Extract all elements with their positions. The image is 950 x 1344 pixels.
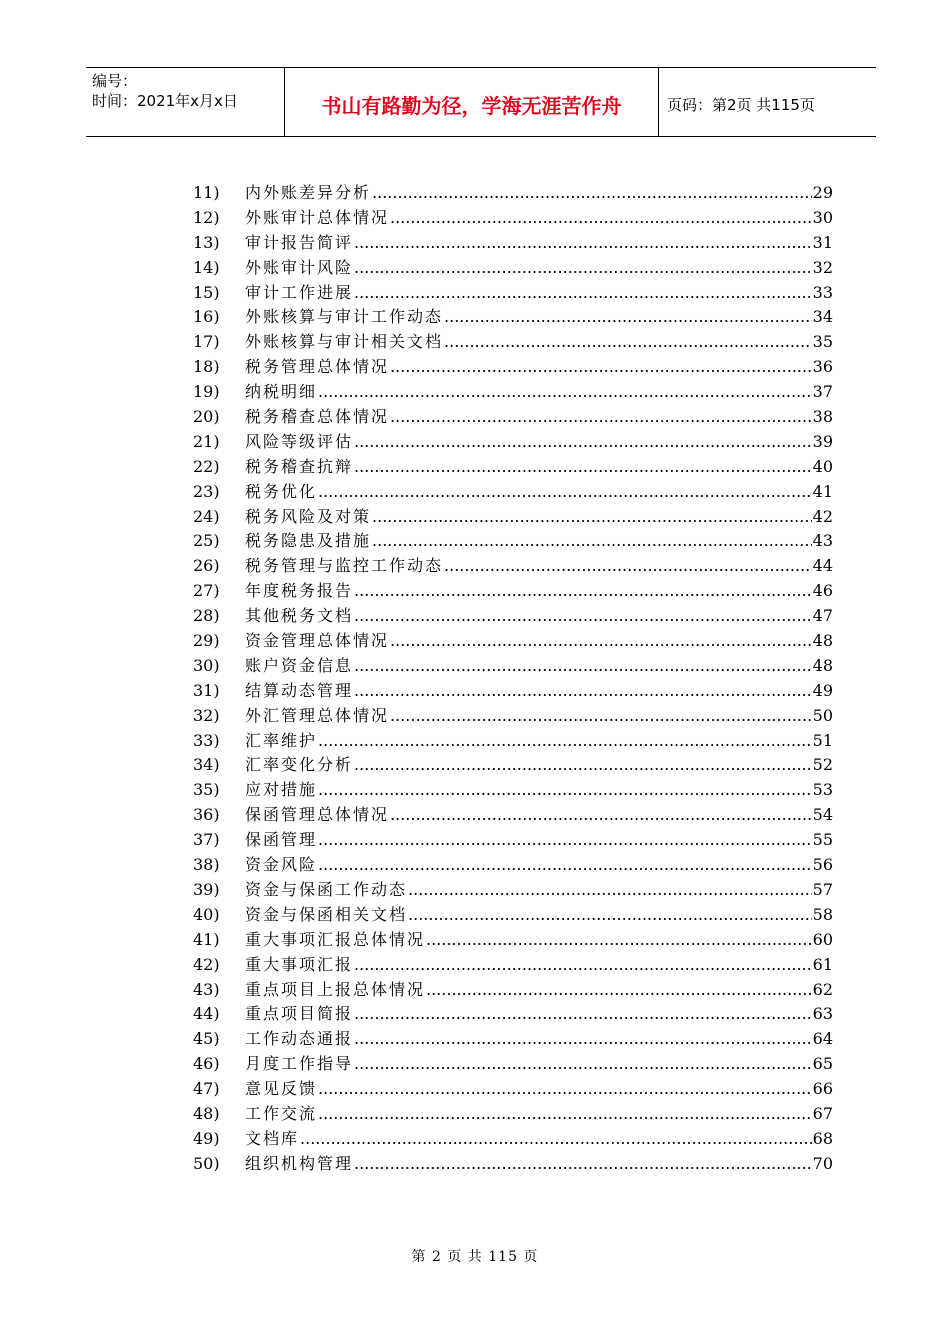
table-of-contents (193, 180, 833, 1176)
toc-entry[interactable] (193, 255, 833, 280)
toc-entry-page: 44 (812, 556, 833, 576)
toc-entry-number: 46) (193, 1054, 220, 1074)
toc-entry-number: 26) (193, 556, 220, 576)
toc-entry[interactable] (193, 777, 833, 802)
toc-entry-title: 重点项目简报 (245, 1004, 354, 1024)
toc-entry[interactable] (193, 927, 833, 952)
toc-entry[interactable] (193, 653, 833, 678)
toc-entry-number: 32) (193, 705, 220, 725)
toc-entry-page: 49 (812, 680, 833, 700)
toc-dot-leader (354, 457, 812, 476)
toc-entry[interactable] (193, 504, 833, 529)
toc-entry-title: 内外账差异分析 (245, 183, 372, 202)
header-page-info: 页码：第2页 共115页 (667, 95, 815, 114)
toc-entry-number: 34) (193, 755, 220, 775)
toc-dot-leader (408, 880, 812, 899)
toc-entry-title: 组织机构管理 (245, 1153, 354, 1173)
toc-dot-leader (426, 930, 812, 949)
toc-entry-title: 结算动态管理 (245, 680, 354, 700)
toc-entry-page: 47 (812, 606, 833, 626)
toc-entry-page: 58 (812, 904, 833, 924)
toc-entry[interactable] (193, 802, 833, 827)
toc-entry-page: 62 (812, 979, 833, 999)
toc-entry-title: 月度工作指导 (245, 1054, 354, 1074)
toc-dot-leader (354, 1004, 812, 1023)
toc-entry[interactable] (193, 329, 833, 354)
toc-entry-page: 51 (812, 730, 833, 750)
toc-entry[interactable] (193, 553, 833, 578)
toc-dot-leader (390, 706, 812, 725)
toc-entry[interactable] (193, 1151, 833, 1176)
toc-entry[interactable] (193, 205, 833, 230)
toc-entry[interactable] (193, 703, 833, 728)
toc-dot-leader (390, 407, 812, 426)
toc-entry-number: 49) (193, 1128, 220, 1148)
toc-entry-title: 保函管理 (245, 830, 318, 850)
toc-entry-title: 其他税务文档 (245, 606, 354, 626)
toc-dot-leader (318, 382, 812, 401)
toc-entry[interactable] (193, 827, 833, 852)
toc-dot-leader (372, 531, 812, 550)
toc-entry-page: 33 (812, 282, 833, 302)
toc-entry-title: 税务管理总体情况 (245, 357, 390, 377)
toc-entry[interactable] (193, 852, 833, 877)
toc-entry-page: 48 (812, 655, 833, 675)
toc-dot-leader (354, 955, 812, 974)
toc-entry-page: 70 (812, 1153, 833, 1173)
toc-dot-leader (354, 606, 812, 625)
toc-entry-number: 17) (193, 332, 220, 352)
toc-entry-title: 审计工作进展 (245, 282, 354, 302)
toc-entry-title: 资金风险 (245, 855, 318, 875)
toc-entry[interactable] (193, 528, 833, 553)
toc-entry-number: 15) (193, 282, 220, 302)
toc-entry-number: 19) (193, 382, 220, 402)
toc-entry[interactable] (193, 728, 833, 753)
toc-entry[interactable] (193, 404, 833, 429)
toc-entry-page: 52 (812, 755, 833, 775)
toc-dot-leader (354, 755, 812, 774)
toc-entry-number: 12) (193, 207, 220, 227)
toc-entry-page: 57 (812, 879, 833, 899)
toc-entry-page: 50 (812, 705, 833, 725)
toc-entry-number: 42) (193, 954, 220, 974)
toc-entry-title: 审计报告简评 (245, 232, 354, 252)
toc-entry[interactable] (193, 479, 833, 504)
toc-entry[interactable] (193, 603, 833, 628)
toc-dot-leader (318, 731, 812, 750)
toc-entry-title: 意见反馈 (245, 1079, 318, 1099)
toc-dot-leader (354, 1054, 812, 1073)
toc-dot-leader (354, 656, 812, 675)
toc-entry-number: 50) (193, 1153, 220, 1173)
toc-entry-page: 66 (812, 1079, 833, 1099)
toc-entry-number: 18) (193, 357, 220, 377)
toc-entry-page: 63 (812, 1004, 833, 1024)
toc-entry-page: 38 (812, 407, 833, 427)
toc-entry-page: 40 (812, 456, 833, 476)
toc-entry-title: 文档库 (245, 1128, 300, 1148)
toc-entry-page: 34 (812, 307, 833, 327)
toc-entry[interactable] (193, 230, 833, 255)
document-time: 时间：2021年x月x日 (92, 92, 238, 110)
toc-entry[interactable] (193, 1001, 833, 1026)
toc-dot-leader (444, 332, 812, 351)
toc-entry-page: 60 (812, 929, 833, 949)
toc-entry-title: 应对措施 (245, 780, 318, 800)
toc-entry-number: 48) (193, 1103, 220, 1123)
toc-dot-leader (318, 830, 812, 849)
toc-entry-number: 30) (193, 655, 220, 675)
toc-dot-leader (408, 905, 812, 924)
toc-entry-number: 11) (193, 183, 220, 202)
toc-entry[interactable] (193, 1126, 833, 1151)
toc-entry-title: 外账审计风险 (245, 257, 354, 277)
toc-entry-page: 64 (812, 1029, 833, 1049)
toc-entry[interactable] (193, 1101, 833, 1126)
toc-entry[interactable] (193, 628, 833, 653)
toc-entry-title: 汇率变化分析 (245, 755, 354, 775)
toc-dot-leader (426, 980, 812, 999)
toc-entry-title: 重点项目上报总体情况 (245, 979, 426, 999)
toc-dot-leader (300, 1129, 812, 1148)
toc-dot-leader (390, 357, 812, 376)
toc-entry-page: 46 (812, 581, 833, 601)
toc-entry-title: 重大事项汇报 (245, 954, 354, 974)
toc-entry-number: 45) (193, 1029, 220, 1049)
toc-entry[interactable] (193, 1051, 833, 1076)
toc-entry-title: 外账核算与审计工作动态 (245, 307, 444, 327)
document-number-label: 编号： (92, 72, 138, 90)
toc-entry[interactable] (193, 304, 833, 329)
toc-entry-title: 外账审计总体情况 (245, 207, 390, 227)
toc-entry[interactable] (193, 280, 833, 305)
toc-entry[interactable] (193, 1076, 833, 1101)
toc-entry-title: 工作动态通报 (245, 1029, 354, 1049)
toc-entry-page: 54 (812, 805, 833, 825)
toc-entry-title: 工作交流 (245, 1103, 318, 1123)
header-meta (86, 68, 285, 136)
toc-entry-page: 36 (812, 357, 833, 377)
toc-entry-page: 31 (812, 232, 833, 252)
toc-entry[interactable] (193, 354, 833, 379)
toc-dot-leader (354, 233, 812, 252)
toc-entry[interactable] (193, 752, 833, 777)
toc-entry-number: 23) (193, 481, 220, 501)
toc-entry-number: 41) (193, 929, 220, 949)
toc-dot-leader (318, 780, 812, 799)
toc-dot-leader (390, 208, 812, 227)
toc-entry-number: 14) (193, 257, 220, 277)
toc-entry[interactable] (193, 977, 833, 1002)
toc-entry-page: 68 (812, 1128, 833, 1148)
toc-dot-leader (390, 805, 812, 824)
toc-entry-title: 汇率维护 (245, 730, 318, 750)
toc-entry-number: 36) (193, 805, 220, 825)
header-motto: 书山有路勤为径，学海无涯苦作舟 (285, 68, 659, 136)
toc-entry-number: 21) (193, 431, 220, 451)
toc-entry-title: 税务稽查总体情况 (245, 407, 390, 427)
toc-entry-page: 29 (812, 183, 833, 202)
toc-entry[interactable] (193, 902, 833, 927)
toc-dot-leader (372, 507, 812, 526)
toc-entry-page: 42 (812, 506, 833, 526)
toc-entry-number: 13) (193, 232, 220, 252)
toc-dot-leader (354, 581, 812, 600)
toc-dot-leader (318, 482, 812, 501)
toc-entry-page: 48 (812, 631, 833, 651)
toc-entry-page: 61 (812, 954, 833, 974)
toc-entry-number: 28) (193, 606, 220, 626)
toc-entry-title: 税务稽查抗辩 (245, 456, 354, 476)
toc-dot-leader (390, 631, 812, 650)
toc-entry[interactable] (193, 678, 833, 703)
toc-entry[interactable] (193, 180, 833, 205)
toc-entry[interactable] (193, 1026, 833, 1051)
toc-dot-leader (354, 1154, 812, 1173)
toc-dot-leader (354, 283, 812, 302)
toc-entry-number: 24) (193, 506, 220, 526)
toc-entry-page: 37 (812, 382, 833, 402)
toc-entry-page: 67 (812, 1103, 833, 1123)
toc-entry-page: 56 (812, 855, 833, 875)
toc-entry-number: 39) (193, 879, 220, 899)
toc-entry-title: 保函管理总体情况 (245, 805, 390, 825)
page-footer: 第 2 页 共 115 页 (411, 1249, 539, 1265)
toc-entry-number: 44) (193, 1004, 220, 1024)
toc-dot-leader (372, 183, 812, 202)
toc-entry[interactable] (193, 578, 833, 603)
toc-entry-title: 重大事项汇报总体情况 (245, 929, 426, 949)
toc-entry-page: 43 (812, 531, 833, 551)
toc-entry-title: 纳税明细 (245, 382, 318, 402)
toc-entry-number: 47) (193, 1079, 220, 1099)
toc-entry-number: 43) (193, 979, 220, 999)
toc-entry-title: 资金与保函工作动态 (245, 879, 408, 899)
toc-entry-page: 65 (812, 1054, 833, 1074)
toc-entry-number: 33) (193, 730, 220, 750)
toc-entry-number: 31) (193, 680, 220, 700)
toc-entry-page: 53 (812, 780, 833, 800)
toc-entry-number: 35) (193, 780, 220, 800)
toc-entry[interactable] (193, 379, 833, 404)
toc-entry-page: 39 (812, 431, 833, 451)
toc-entry-number: 29) (193, 631, 220, 651)
toc-dot-leader (444, 307, 812, 326)
toc-entry-number: 38) (193, 855, 220, 875)
toc-entry-number: 20) (193, 407, 220, 427)
toc-entry-title: 年度税务报告 (245, 581, 354, 601)
toc-dot-leader (354, 432, 812, 451)
toc-entry-title: 资金管理总体情况 (245, 631, 390, 651)
toc-entry-title: 账户资金信息 (245, 655, 354, 675)
toc-entry[interactable] (193, 429, 833, 454)
toc-entry[interactable] (193, 952, 833, 977)
toc-entry-title: 税务风险及对策 (245, 506, 372, 526)
toc-dot-leader (318, 1104, 812, 1123)
toc-entry-page: 30 (812, 207, 833, 227)
toc-dot-leader (354, 1029, 812, 1048)
toc-entry-number: 37) (193, 830, 220, 850)
toc-entry-number: 16) (193, 307, 220, 327)
toc-entry-title: 外汇管理总体情况 (245, 705, 390, 725)
toc-entry-page: 55 (812, 830, 833, 850)
toc-entry-title: 税务管理与监控工作动态 (245, 556, 444, 576)
toc-entry[interactable] (193, 877, 833, 902)
toc-entry-page: 32 (812, 257, 833, 277)
toc-entry-page: 41 (812, 481, 833, 501)
toc-entry-page: 35 (812, 332, 833, 352)
toc-dot-leader (354, 681, 812, 700)
toc-entry[interactable] (193, 454, 833, 479)
toc-entry-number: 40) (193, 904, 220, 924)
toc-entry-title: 风险等级评估 (245, 431, 354, 451)
toc-entry-title: 外账核算与审计相关文档 (245, 332, 444, 352)
toc-dot-leader (444, 556, 812, 575)
toc-dot-leader (318, 855, 812, 874)
toc-entry-title: 税务隐患及措施 (245, 531, 372, 551)
toc-entry-number: 22) (193, 456, 220, 476)
toc-entry-title: 税务优化 (245, 481, 318, 501)
document-header (86, 67, 876, 137)
toc-entry-number: 25) (193, 531, 220, 551)
toc-entry-number: 27) (193, 581, 220, 601)
toc-entry-title: 资金与保函相关文档 (245, 904, 408, 924)
toc-dot-leader (354, 258, 812, 277)
toc-dot-leader (318, 1079, 812, 1098)
